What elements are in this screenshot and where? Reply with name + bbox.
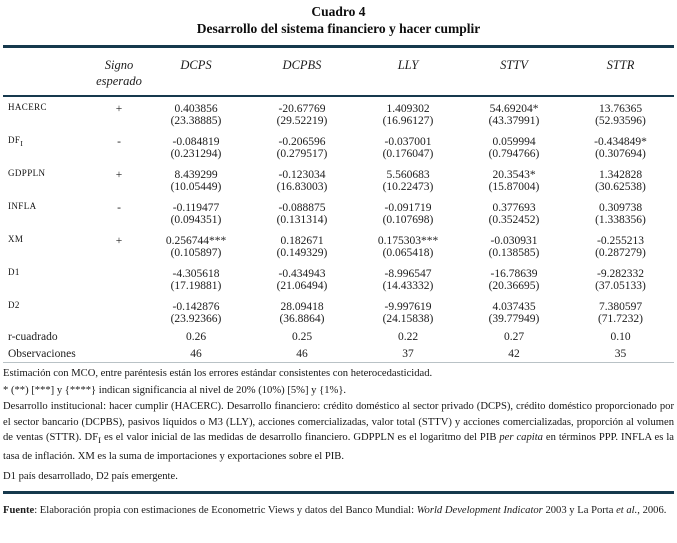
se-cell: (0.279517): [276, 148, 328, 161]
note-dummies: D1 país desarrollado, D2 país emergente.: [3, 471, 178, 483]
se-cell: (10.22473): [382, 181, 434, 194]
row-label-d1: D1: [8, 267, 20, 278]
r-squared-value: 0.25: [291, 330, 313, 343]
coef-cell: -0.091719: [384, 202, 432, 215]
se-cell: (0.065418): [382, 247, 434, 260]
results-table: [3, 45, 674, 363]
coef-cell: 4.037435: [492, 301, 536, 314]
coef-cell: 8.439299: [174, 169, 218, 182]
observations-value: 46: [296, 347, 308, 360]
coef-cell: -0.206596: [278, 136, 326, 149]
se-cell: (10.05449): [170, 181, 222, 194]
se-cell: (14.43332): [382, 280, 434, 293]
header-dcps: DCPS: [143, 46, 249, 96]
header-empty: [3, 46, 95, 96]
se-cell: (0.131314): [276, 214, 328, 227]
se-cell: (16.83003): [276, 181, 328, 194]
se-cell: (37.05133): [595, 280, 646, 293]
table-title: [3, 4, 674, 38]
coef-cell: -0.037001: [384, 136, 432, 149]
table-row-se: [3, 214, 674, 229]
note-estimation: Estimación con MCO, entre paréntesis están los errores estándar consistentes con heterocedasticidad.: [3, 368, 433, 380]
observations-row: [3, 345, 674, 362]
table-row-se: [3, 247, 674, 262]
se-cell: (71.7232): [597, 313, 644, 326]
header-dcpbs: DCPBS: [249, 46, 355, 96]
se-cell: (0.307694): [595, 148, 646, 161]
se-cell: (24.15838): [382, 313, 434, 326]
coef-cell: -4.305618: [172, 268, 220, 281]
expected-sign: [95, 295, 143, 313]
r-squared-value: 0.10: [610, 330, 631, 343]
coef-cell: -0.434943: [278, 268, 326, 281]
coef-cell: 20.3543*: [492, 169, 536, 182]
coef-cell: 1.409302: [386, 103, 430, 116]
se-cell: (0.794766): [488, 148, 540, 161]
se-cell: (21.06494): [276, 280, 328, 293]
table-row: [3, 96, 674, 115]
per-capita-italic: per capita: [499, 432, 543, 444]
source-label: Fuente: [3, 504, 35, 516]
se-cell: (0.352452): [488, 214, 540, 227]
coef-cell: 0.175303***: [377, 235, 439, 248]
coef-cell: 1.342828: [598, 169, 643, 182]
r-squared-label: r-cuadrado: [8, 330, 58, 343]
se-cell: (39.77949): [488, 313, 540, 326]
se-cell: (0.107698): [382, 214, 434, 227]
table-row: [3, 130, 674, 148]
r-squared-value: 0.22: [397, 330, 419, 343]
table-row-se: [3, 148, 674, 163]
se-cell: (43.37991): [488, 115, 540, 128]
table-row: [3, 295, 674, 313]
header-lly: LLY: [355, 46, 461, 96]
coef-cell: -0.119477: [172, 202, 220, 215]
coef-cell: -0.123034: [278, 169, 326, 182]
table-row-se: [3, 280, 674, 295]
coef-cell: -0.030931: [490, 235, 538, 248]
row-label-infla: INFLA: [8, 201, 37, 212]
coef-cell: 5.560683: [386, 169, 430, 182]
row-label-hacerc: HACERC: [8, 102, 47, 113]
row-label-gdppln: GDPPLN: [8, 168, 46, 179]
se-cell: (0.138585): [488, 247, 540, 260]
row-label-df: $DF_I$: [8, 135, 24, 149]
coef-cell: 0.182671: [280, 235, 324, 248]
expected-sign: -: [117, 136, 121, 149]
coef-cell: 7.380597: [598, 301, 643, 314]
observations-value: 37: [402, 347, 414, 360]
se-cell: (20.36695): [488, 280, 540, 293]
table-number: Cuadro 4: [311, 4, 366, 19]
coef-cell: -20.67769: [278, 103, 326, 116]
table-row: [3, 262, 674, 280]
r-squared-row: [3, 328, 674, 345]
r-squared-value: 0.26: [185, 330, 207, 343]
se-cell: (17.19881): [170, 280, 222, 293]
se-cell: (16.96127): [382, 115, 434, 128]
expected-sign: -: [117, 202, 121, 215]
se-cell: (0.176047): [382, 148, 434, 161]
coef-cell: -16.78639: [490, 268, 538, 281]
table-notes: [3, 362, 674, 485]
coef-cell: -0.142876: [172, 301, 220, 314]
se-cell: (0.094351): [170, 214, 222, 227]
se-cell: (23.92366): [170, 313, 222, 326]
row-label-d2: D2: [8, 300, 20, 311]
coef-cell: 13.76365: [598, 103, 643, 116]
source-title-italic: World Development Indicator: [416, 504, 543, 516]
table-header: [3, 46, 674, 96]
se-cell: (52.93596): [595, 115, 646, 128]
note-variable-definitions: Desarrollo institucional: hacer cumplir (HACERC). Desarrollo financiero: crédito doméstico al sector privado (DCPS), crédito doméstico proporcionado por el sector bancario (DCPBS), pasivos líquidos o M3 (LLY), acciones comercializadas, valor total (STTV) y acciones comercializadas, proporción al volumen de ventas (STTR). $DF_I$ es el valor inicial de las medidas de desarrollo financiero. GDPPLN es el logaritmo del PIB per capita en términos PPP. INFLA es la tasa de inflación. XM es la suma de importaciones y exportaciones sobre el PIB.: [3, 401, 674, 462]
table-row-se: [3, 115, 674, 130]
coef-cell: -8.996547: [384, 268, 432, 281]
r-squared-value: 0.27: [503, 330, 525, 343]
coef-cell: -0.255213: [597, 235, 644, 248]
et-al-italic: et al.: [616, 504, 638, 516]
coef-cell: -0.088875: [278, 202, 326, 215]
coef-cell: -0.434849*: [594, 136, 647, 149]
table-caption: Desarrollo del sistema financiero y hacer cumplir: [196, 20, 481, 36]
source-note: Fuente: Elaboración propia con estimaciones de Econometric Views y datos del Banco Mundial: World Development Indicator 2003 y La Porta et al., 2006.: [3, 491, 674, 519]
se-cell: (1.338356): [595, 214, 646, 227]
note-significance: * (**) [***] y {****} indican significancia al nivel de 20% (10%) [5%] y {1%}.: [3, 384, 347, 396]
row-label-xm: XM: [8, 234, 24, 245]
se-cell: (0.231294): [170, 148, 222, 161]
coef-cell: 28.09418: [280, 301, 324, 314]
expected-sign: +: [115, 103, 123, 116]
coef-cell: 0.309738: [598, 202, 643, 215]
observations-value: 42: [508, 347, 520, 360]
se-cell: (0.149329): [276, 247, 328, 260]
expected-sign: +: [115, 169, 123, 182]
observations-value: 35: [614, 347, 627, 360]
table-row-se: [3, 313, 674, 328]
se-cell: (15.87004): [488, 181, 540, 194]
coef-cell: 54.69204*: [489, 103, 539, 116]
se-cell: (0.287279): [595, 247, 646, 260]
header-signo-esperado: Signo esperado: [95, 46, 143, 96]
coef-cell: -9.282332: [597, 268, 644, 281]
observations-value: 46: [190, 347, 202, 360]
header-sttr: STTR: [567, 46, 674, 96]
coef-cell: 0.377693: [492, 202, 536, 215]
table-body: [3, 96, 674, 362]
se-cell: (30.62538): [595, 181, 646, 194]
se-cell: (36.8864): [279, 313, 325, 326]
coef-cell: -9.997619: [384, 301, 432, 314]
header-sttv: STTV: [461, 46, 567, 96]
coef-cell: 0.059994: [492, 136, 536, 149]
se-cell: (23.38885): [170, 115, 222, 128]
table-row: [3, 229, 674, 247]
coef-cell: 0.403856: [174, 103, 218, 116]
table-row-se: [3, 181, 674, 196]
se-cell: (29.52219): [276, 115, 328, 128]
coef-cell: -0.084819: [172, 136, 220, 149]
table-row: [3, 196, 674, 214]
table-row: [3, 163, 674, 181]
se-cell: (0.105897): [170, 247, 222, 260]
expected-sign: [95, 262, 143, 280]
expected-sign: +: [115, 235, 123, 248]
observations-label: Observaciones: [8, 347, 76, 360]
coef-cell: 0.256744***: [165, 235, 227, 248]
